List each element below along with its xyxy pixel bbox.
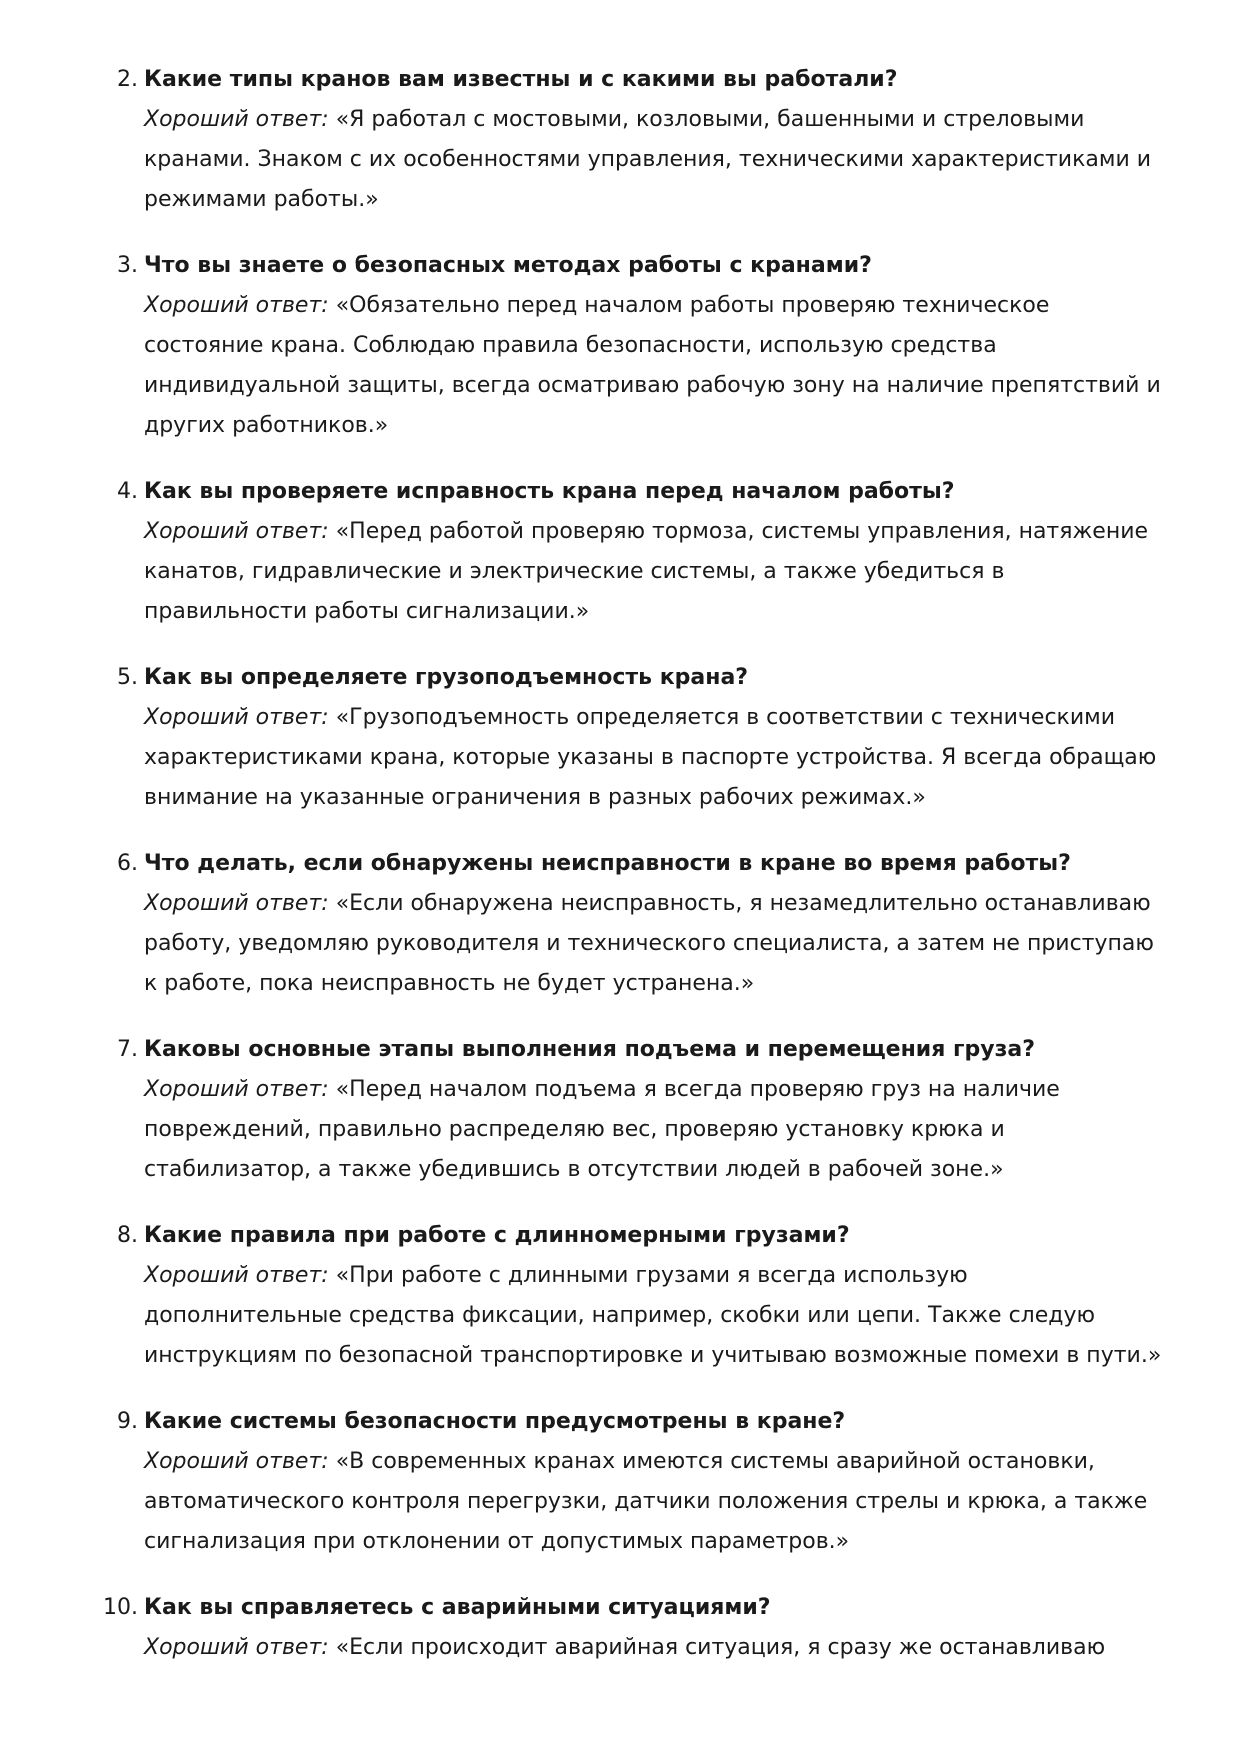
- answer-text: «Перед началом подъема я всегда проверяю груз на наличие повреждений, правильно распределяю вес, проверяю установку крюка и стабилизатор, а также убедившись в отсутствии людей в рабочей зоне.»: [144, 1077, 1060, 1182]
- answer-block: [144, 286, 1164, 446]
- question-text: Что делать, если обнаружены неисправности в кране во время работы?: [144, 851, 1071, 876]
- answer-label: Хороший ответ:: [144, 891, 329, 916]
- qa-item: [104, 844, 1164, 1004]
- answer-block: [144, 1442, 1164, 1562]
- question-text: Каковы основные этапы выполнения подъема и перемещения груза?: [144, 1037, 1035, 1062]
- answer-label: Хороший ответ:: [144, 705, 329, 730]
- answer-block: [144, 100, 1164, 220]
- question-number: 10.: [103, 1595, 138, 1620]
- question-text: Как вы справляетесь с аварийными ситуациями?: [144, 1595, 771, 1620]
- answer-label: Хороший ответ:: [144, 1263, 329, 1288]
- answer-block: [144, 1256, 1164, 1376]
- question-text: Какие правила при работе с длинномерными грузами?: [144, 1223, 850, 1248]
- question-number: 7.: [117, 1037, 138, 1062]
- question-number: 3.: [117, 253, 138, 278]
- answer-text: «Если обнаружена неисправность, я незамедлительно останавливаю работу, уведомляю руководителя и технического специалиста, а затем не приступаю к работе, пока неисправность не будет устранена.»: [144, 891, 1154, 996]
- answer-block: [144, 1070, 1164, 1190]
- question-text: Что вы знаете о безопасных методах работы с кранами?: [144, 253, 872, 278]
- answer-text: «Если происходит аварийная ситуация, я сразу же останавливаю: [335, 1635, 1106, 1660]
- qa-item: [104, 472, 1164, 632]
- answer-label: Хороший ответ:: [144, 1449, 329, 1474]
- question-number: 5.: [117, 665, 138, 690]
- answer-label: Хороший ответ:: [144, 519, 329, 544]
- question-text: Какие типы кранов вам известны и с какими вы работали?: [144, 67, 898, 92]
- answer-label: Хороший ответ:: [144, 1077, 329, 1102]
- answer-block: [144, 884, 1164, 1004]
- answer-text: «Обязательно перед началом работы проверяю техническое состояние крана. Соблюдаю правила безопасности, использую средства индивидуальной защиты, всегда осматриваю рабочую зону на наличие препятствий и других работников.»: [144, 293, 1161, 438]
- question-number: 4.: [117, 479, 138, 504]
- qa-list: [104, 60, 1164, 1694]
- answer-text: «При работе с длинными грузами я всегда использую дополнительные средства фиксации, например, скобки или цепи. Также следую инструкциям по безопасной транспортировке и учитываю возможные помехи в пути.»: [144, 1263, 1162, 1368]
- question-text: Какие системы безопасности предусмотрены в кране?: [144, 1409, 846, 1434]
- question-text: Как вы проверяете исправность крана перед началом работы?: [144, 479, 955, 504]
- question-text: Как вы определяете грузоподъемность крана?: [144, 665, 749, 690]
- question-number: 8.: [117, 1223, 138, 1248]
- qa-item: [104, 1216, 1164, 1376]
- qa-item: [104, 1588, 1164, 1668]
- answer-text: «Перед работой проверяю тормоза, системы управления, натяжение канатов, гидравлические и электрические системы, а также убедиться в правильности работы сигнализации.»: [144, 519, 1149, 624]
- answer-label: Хороший ответ:: [144, 293, 329, 318]
- question-number: 2.: [117, 67, 138, 92]
- answer-label: Хороший ответ:: [144, 1635, 329, 1660]
- question-number: 9.: [117, 1409, 138, 1434]
- qa-item: [104, 246, 1164, 446]
- answer-block: [144, 1628, 1164, 1668]
- answer-block: [144, 512, 1164, 632]
- qa-item: [104, 1402, 1164, 1562]
- qa-item: [104, 658, 1164, 818]
- question-number: 6.: [117, 851, 138, 876]
- answer-text: «Я работал с мостовыми, козловыми, башенными и стреловыми кранами. Знаком с их особенностями управления, техническими характеристиками и режимами работы.»: [144, 107, 1152, 212]
- answer-block: [144, 698, 1164, 818]
- answer-text: «Грузоподъемность определяется в соответствии с техническими характеристиками крана, которые указаны в паспорте устройства. Я всегда обращаю внимание на указанные ограничения в разных рабочих режимах.»: [144, 705, 1157, 810]
- answer-text: «В современных кранах имеются системы аварийной остановки, автоматического контроля перегрузки, датчики положения стрелы и крюка, а также сигнализация при отклонении от допустимых параметров.»: [144, 1449, 1148, 1554]
- answer-label: Хороший ответ:: [144, 107, 329, 132]
- qa-item: [104, 1030, 1164, 1190]
- qa-item: [104, 60, 1164, 220]
